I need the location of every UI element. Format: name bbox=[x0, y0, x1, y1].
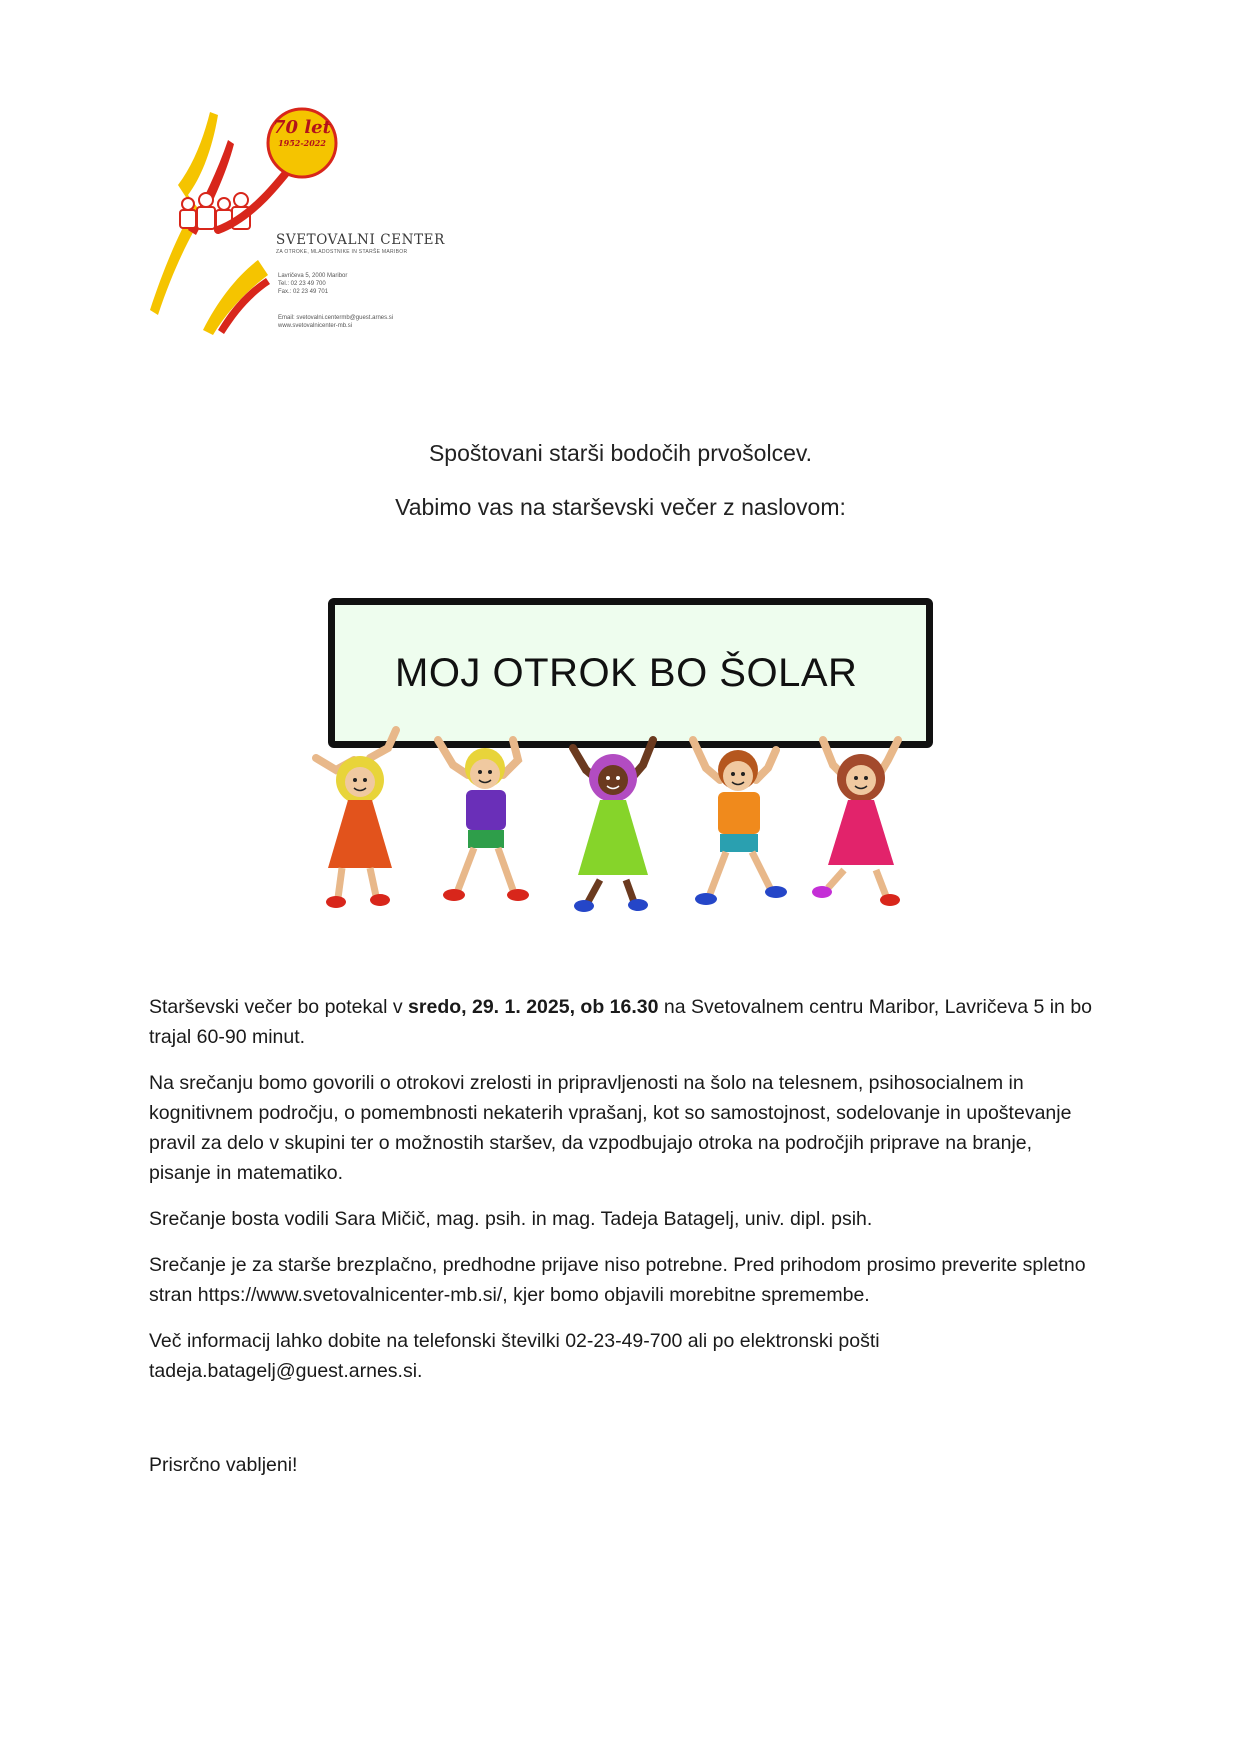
child-boy-purple-icon bbox=[438, 740, 529, 901]
org-online bbox=[278, 314, 393, 330]
org-fax: Fax.: 02 23 49 701 bbox=[278, 289, 329, 295]
anniversary-badge bbox=[264, 118, 340, 148]
greeting: Spoštovani starši bodočih prvošolcev. bbox=[428, 440, 813, 466]
child-girl-pink-icon bbox=[812, 740, 900, 906]
org-name: SVETOVALNI CENTER bbox=[276, 232, 445, 248]
event-details-paragraph bbox=[149, 992, 1094, 1052]
children-illustration bbox=[308, 590, 948, 920]
org-address: Lavričeva 5, 2000 Maribor bbox=[278, 273, 348, 279]
org-tel: Tel.: 02 23 49 700 bbox=[278, 281, 326, 287]
organization-logo bbox=[148, 100, 478, 350]
child-boy-orange-icon bbox=[693, 740, 787, 905]
event-title: MOJ OTROK BO ŠOLAR bbox=[395, 651, 858, 695]
presenters-paragraph: Srečanje bosta vodili Sara Mičič, mag. psih. in mag. Tadeja Batagelj, univ. dipl. psih. bbox=[149, 1208, 873, 1230]
anniversary-text: 70 let bbox=[273, 117, 331, 138]
anniversary-years: 1952-2022 bbox=[278, 138, 326, 148]
p1-text-a: Starševski večer bo potekal v bbox=[149, 996, 409, 1018]
invitation-line: Vabimo vas na starševski večer z naslovom: bbox=[395, 494, 846, 520]
p1-text-b: na Svetovalnem centru Maribor, Lavričeva 5 in bo trajal 60-90 minut. bbox=[149, 996, 1093, 1048]
org-web: www.svetovalnicenter-mb.si bbox=[278, 323, 353, 329]
contact-paragraph: Več informacij lahko dobite na telefonski številki 02-23-49-700 ali po elektronski pošti tadeja.batagelj@guest.arnes.si. bbox=[149, 1330, 880, 1382]
title-banner bbox=[308, 590, 948, 920]
org-subtitle: ZA OTROKE, MLADOSTNIKE IN STARŠE MARIBOR bbox=[276, 249, 408, 255]
org-email: Email: svetovalni.centermb@guest.arnes.si bbox=[278, 315, 394, 321]
org-contact bbox=[278, 272, 347, 296]
child-girl-green-icon bbox=[573, 740, 653, 912]
event-date-time: sredo, 29. 1. 2025, ob 16.30 bbox=[408, 996, 659, 1018]
closing-line: Prisrčno vabljeni! bbox=[149, 1454, 298, 1476]
registration-paragraph: Srečanje je za starše brezplačno, predhodne prijave niso potrebne. Pred prihodom prosimo preverite spletno stran https://www.svetovalnicenter-mb.si/, kjer bomo objavili morebitne spremembe. bbox=[149, 1254, 1086, 1306]
child-girl-orange-icon bbox=[316, 730, 396, 908]
topics-paragraph: Na srečanju bomo govorili o otrokovi zrelosti in pripravljenosti na šolo na telesnem, psihosocialnem in kognitivnem področju, o pomembnosti nekaterih vprašanj, kot so samostojnost, sodelovanje in upoštevanje pravil za delo v skupini ter o možnostih staršev, da vzpodbujajo otroka na področjih priprave na branje, pisanje in matematiko. bbox=[149, 1072, 1072, 1184]
